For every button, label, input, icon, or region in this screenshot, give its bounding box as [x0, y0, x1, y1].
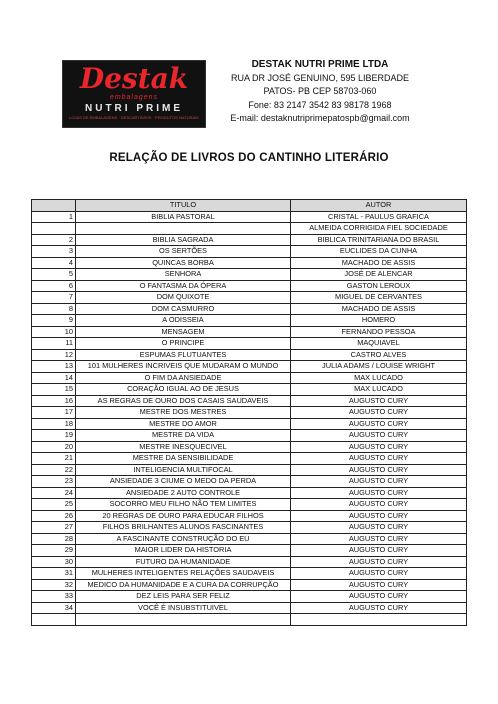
- book-author: AUGUSTO CURY: [291, 441, 467, 453]
- table-header-row: [32, 200, 467, 212]
- book-title: 101 MULHERES INCRIVEIS QUE MUDARAM O MUNDO: [76, 361, 291, 373]
- table-row: [32, 269, 467, 281]
- row-number: 28: [32, 533, 76, 545]
- row-number: 21: [32, 453, 76, 465]
- table-body: [32, 211, 467, 625]
- book-author: BIBLICA TRINITARIANA DO BRASIL: [291, 234, 467, 246]
- row-number: 10: [32, 326, 76, 338]
- table-row: [32, 614, 467, 626]
- table-row: [32, 441, 467, 453]
- table-row: [32, 510, 467, 522]
- table-row: [32, 418, 467, 430]
- row-number: 27: [32, 522, 76, 534]
- book-author: AUGUSTO CURY: [291, 395, 467, 407]
- book-author: AUGUSTO CURY: [291, 522, 467, 534]
- row-number: 29: [32, 545, 76, 557]
- book-author: HOMERO: [291, 315, 467, 327]
- company-email: E-mail: destaknutriprimepatospb@gmail.com: [230, 113, 410, 123]
- book-title: ESPUMAS FLUTUANTES: [76, 349, 291, 361]
- book-title: MESTRE DA SENSIBILIDADE: [76, 453, 291, 465]
- table-row: [32, 257, 467, 269]
- book-author: AUGUSTO CURY: [291, 533, 467, 545]
- book-title: QUINCAS BORBA: [76, 257, 291, 269]
- table-row: [32, 545, 467, 557]
- row-number: 2: [32, 234, 76, 246]
- row-number: 34: [32, 602, 76, 614]
- row-number: 25: [32, 499, 76, 511]
- row-number: 23: [32, 476, 76, 488]
- row-number: 7: [32, 292, 76, 304]
- table-row: [32, 280, 467, 292]
- row-number: 13: [32, 361, 76, 373]
- book-title: VOCÊ É INSUBSTITUIVEL: [76, 602, 291, 614]
- book-author: MACHADO DE ASSIS: [291, 257, 467, 269]
- book-author: FERNANDO PESSOA: [291, 326, 467, 338]
- table-row: [32, 476, 467, 488]
- logo-wordmark: Destak: [79, 62, 189, 95]
- book-title: SENHORA: [76, 269, 291, 281]
- table-row: [32, 579, 467, 591]
- logo-fineprint: LOJAS DE EMBALAGENS · DESCARTÁVEIS · PRODUTOS NATURAIS: [69, 115, 199, 120]
- book-author: AUGUSTO CURY: [291, 453, 467, 465]
- book-author: AUGUSTO CURY: [291, 556, 467, 568]
- company-name: DESTAK NUTRI PRIME LTDA: [251, 59, 389, 70]
- book-author: AUGUSTO CURY: [291, 545, 467, 557]
- book-title: MAIOR LIDER DA HISTORIA: [76, 545, 291, 557]
- book-author: MACHADO DE ASSIS: [291, 303, 467, 315]
- table-row: [32, 223, 467, 235]
- book-author: AUGUSTO CURY: [291, 579, 467, 591]
- book-author: ALMEIDA CORRIGIDA FIEL SOCIEDADE: [291, 223, 467, 235]
- table-row: [32, 522, 467, 534]
- company-phone: Fone: 83 2147 3542 83 98178 1968: [248, 99, 392, 110]
- book-title: DOM CASMURRO: [76, 303, 291, 315]
- book-title: O FIM DA ANSIEDADE: [76, 372, 291, 384]
- row-number: 9: [32, 315, 76, 327]
- company-address: RUA DR JOSÉ GENUINO, 595 LIBERDADE: [230, 72, 410, 83]
- row-number: 15: [32, 384, 76, 396]
- row-number: 24: [32, 487, 76, 499]
- book-title: CORAÇÃO IGUAL AO DE JESUS: [76, 384, 291, 396]
- book-title: AS REGRAS DE OURO DOS CASAIS SAUDAVEIS: [76, 395, 291, 407]
- row-number: 1: [32, 211, 76, 223]
- table-row: [32, 487, 467, 499]
- table-row: [32, 292, 467, 304]
- table-row: [32, 234, 467, 246]
- book-author: AUGUSTO CURY: [291, 510, 467, 522]
- row-number: [32, 223, 76, 235]
- book-title: MESTRE DO AMOR: [76, 418, 291, 430]
- book-title: FILHOS BRILHANTES ALUNOS FASCINANTES: [76, 522, 291, 534]
- table-row: [32, 338, 467, 350]
- book-title: MESTRE DOS MESTRES: [76, 407, 291, 419]
- book-title: MULHERES INTELIGENTES RELAÇÕES SAUDAVEIS: [76, 568, 291, 580]
- book-author: JOSÉ DE ALENCAR: [291, 269, 467, 281]
- book-title: DEZ LEIS PARA SER FELIZ: [76, 591, 291, 603]
- table-row: [32, 315, 467, 327]
- book-title: MENSAGEM: [76, 326, 291, 338]
- table-row: [32, 395, 467, 407]
- row-number: 16: [32, 395, 76, 407]
- book-title: O FANTASMA DA ÓPERA: [76, 280, 291, 292]
- table-row: [32, 602, 467, 614]
- book-author: AUGUSTO CURY: [291, 499, 467, 511]
- logo-subbrand: NUTRI PRIME: [85, 103, 183, 114]
- table-row: [32, 372, 467, 384]
- row-number: 32: [32, 579, 76, 591]
- table-row: [32, 384, 467, 396]
- book-author: [291, 614, 467, 626]
- book-author: EUCLIDES DA CUNHA: [291, 246, 467, 258]
- row-number: 4: [32, 257, 76, 269]
- table-row: [32, 430, 467, 442]
- book-author: AUGUSTO CURY: [291, 476, 467, 488]
- table-row: [32, 407, 467, 419]
- row-number: 8: [32, 303, 76, 315]
- row-number: 33: [32, 591, 76, 603]
- book-title: ANSIEDADE 3 CIUME O MEDO DA PERDA: [76, 476, 291, 488]
- book-author: JULIA ADAMS / LOUISE WRIGHT: [291, 361, 467, 373]
- book-title: BIBLIA SAGRADA: [76, 234, 291, 246]
- document-title: RELAÇÃO DE LIVROS DO CANTINHO LITERÁRIO: [109, 152, 389, 164]
- book-title: FUTURO DA HUMANIDADE: [76, 556, 291, 568]
- table-row: [32, 568, 467, 580]
- book-author: AUGUSTO CURY: [291, 591, 467, 603]
- row-number: 12: [32, 349, 76, 361]
- book-title: A ODISSEIA: [76, 315, 291, 327]
- book-title: ANSIEDADE 2 AUTO CONTROLE: [76, 487, 291, 499]
- book-title: BIBLIA PASTORAL: [76, 211, 291, 223]
- row-number: 30: [32, 556, 76, 568]
- book-author: AUGUSTO CURY: [291, 407, 467, 419]
- table-row: [32, 326, 467, 338]
- row-number: 22: [32, 464, 76, 476]
- table-row: [32, 246, 467, 258]
- company-logo: [62, 60, 206, 128]
- book-author: AUGUSTO CURY: [291, 464, 467, 476]
- row-number: 31: [32, 568, 76, 580]
- row-number: 18: [32, 418, 76, 430]
- table-row: [32, 533, 467, 545]
- logo-tagline: embalagens: [109, 94, 159, 101]
- book-title: O PRINCIPE: [76, 338, 291, 350]
- book-title: MESTRE DA VIDA: [76, 430, 291, 442]
- table-row: [32, 211, 467, 223]
- book-author: AUGUSTO CURY: [291, 568, 467, 580]
- book-author: MIGUEL DE CERVANTES: [291, 292, 467, 304]
- row-number: 17: [32, 407, 76, 419]
- book-title: OS SERTÕES: [76, 246, 291, 258]
- book-title: A FASCINANTE CONSTRUÇÃO DO EU: [76, 533, 291, 545]
- book-title: [76, 223, 291, 235]
- table-row: [32, 499, 467, 511]
- book-title: SOCORRO MEU FILHO NÃO TEM LIMITES: [76, 499, 291, 511]
- row-number: 5: [32, 269, 76, 281]
- book-author: AUGUSTO CURY: [291, 418, 467, 430]
- book-author: AUGUSTO CURY: [291, 487, 467, 499]
- row-number: [32, 614, 76, 626]
- book-author: AUGUSTO CURY: [291, 602, 467, 614]
- book-title: [76, 614, 291, 626]
- table-row: [32, 464, 467, 476]
- company-city: PATOS- PB CEP 58703-060: [263, 86, 377, 96]
- book-author: MAX LUCADO: [291, 384, 467, 396]
- row-number: 14: [32, 372, 76, 384]
- book-list-table: [31, 199, 467, 626]
- company-info: [212, 58, 428, 126]
- book-author: CASTRO ALVES: [291, 349, 467, 361]
- book-author: MAQUIAVEL: [291, 338, 467, 350]
- row-number: 26: [32, 510, 76, 522]
- header-author: AUTOR: [291, 200, 467, 212]
- header-title: TITULO: [76, 200, 291, 212]
- header-number-cell: [32, 200, 76, 212]
- book-author: AUGUSTO CURY: [291, 430, 467, 442]
- book-title: MESTRE INESQUECIVEL: [76, 441, 291, 453]
- table-row: [32, 453, 467, 465]
- row-number: 3: [32, 246, 76, 258]
- book-author: MAX LUCADO: [291, 372, 467, 384]
- table-row: [32, 361, 467, 373]
- book-author: GASTON LEROUX: [291, 280, 467, 292]
- book-title: MEDICO DA HUMANIDADE E A CURA DA CORRUPÇÃO: [76, 579, 291, 591]
- book-title: INTELIGENCIA MULTIFOCAL: [76, 464, 291, 476]
- table-row: [32, 556, 467, 568]
- book-title: DOM QUIXOTE: [76, 292, 291, 304]
- row-number: 11: [32, 338, 76, 350]
- row-number: 20: [32, 441, 76, 453]
- row-number: 19: [32, 430, 76, 442]
- book-author: CRISTAL - PAULUS GRAFICA: [291, 211, 467, 223]
- table-row: [32, 591, 467, 603]
- row-number: 6: [32, 280, 76, 292]
- table-row: [32, 303, 467, 315]
- table-row: [32, 349, 467, 361]
- book-title: 20 REGRAS DE OURO PARA EDUCAR FILHOS: [76, 510, 291, 522]
